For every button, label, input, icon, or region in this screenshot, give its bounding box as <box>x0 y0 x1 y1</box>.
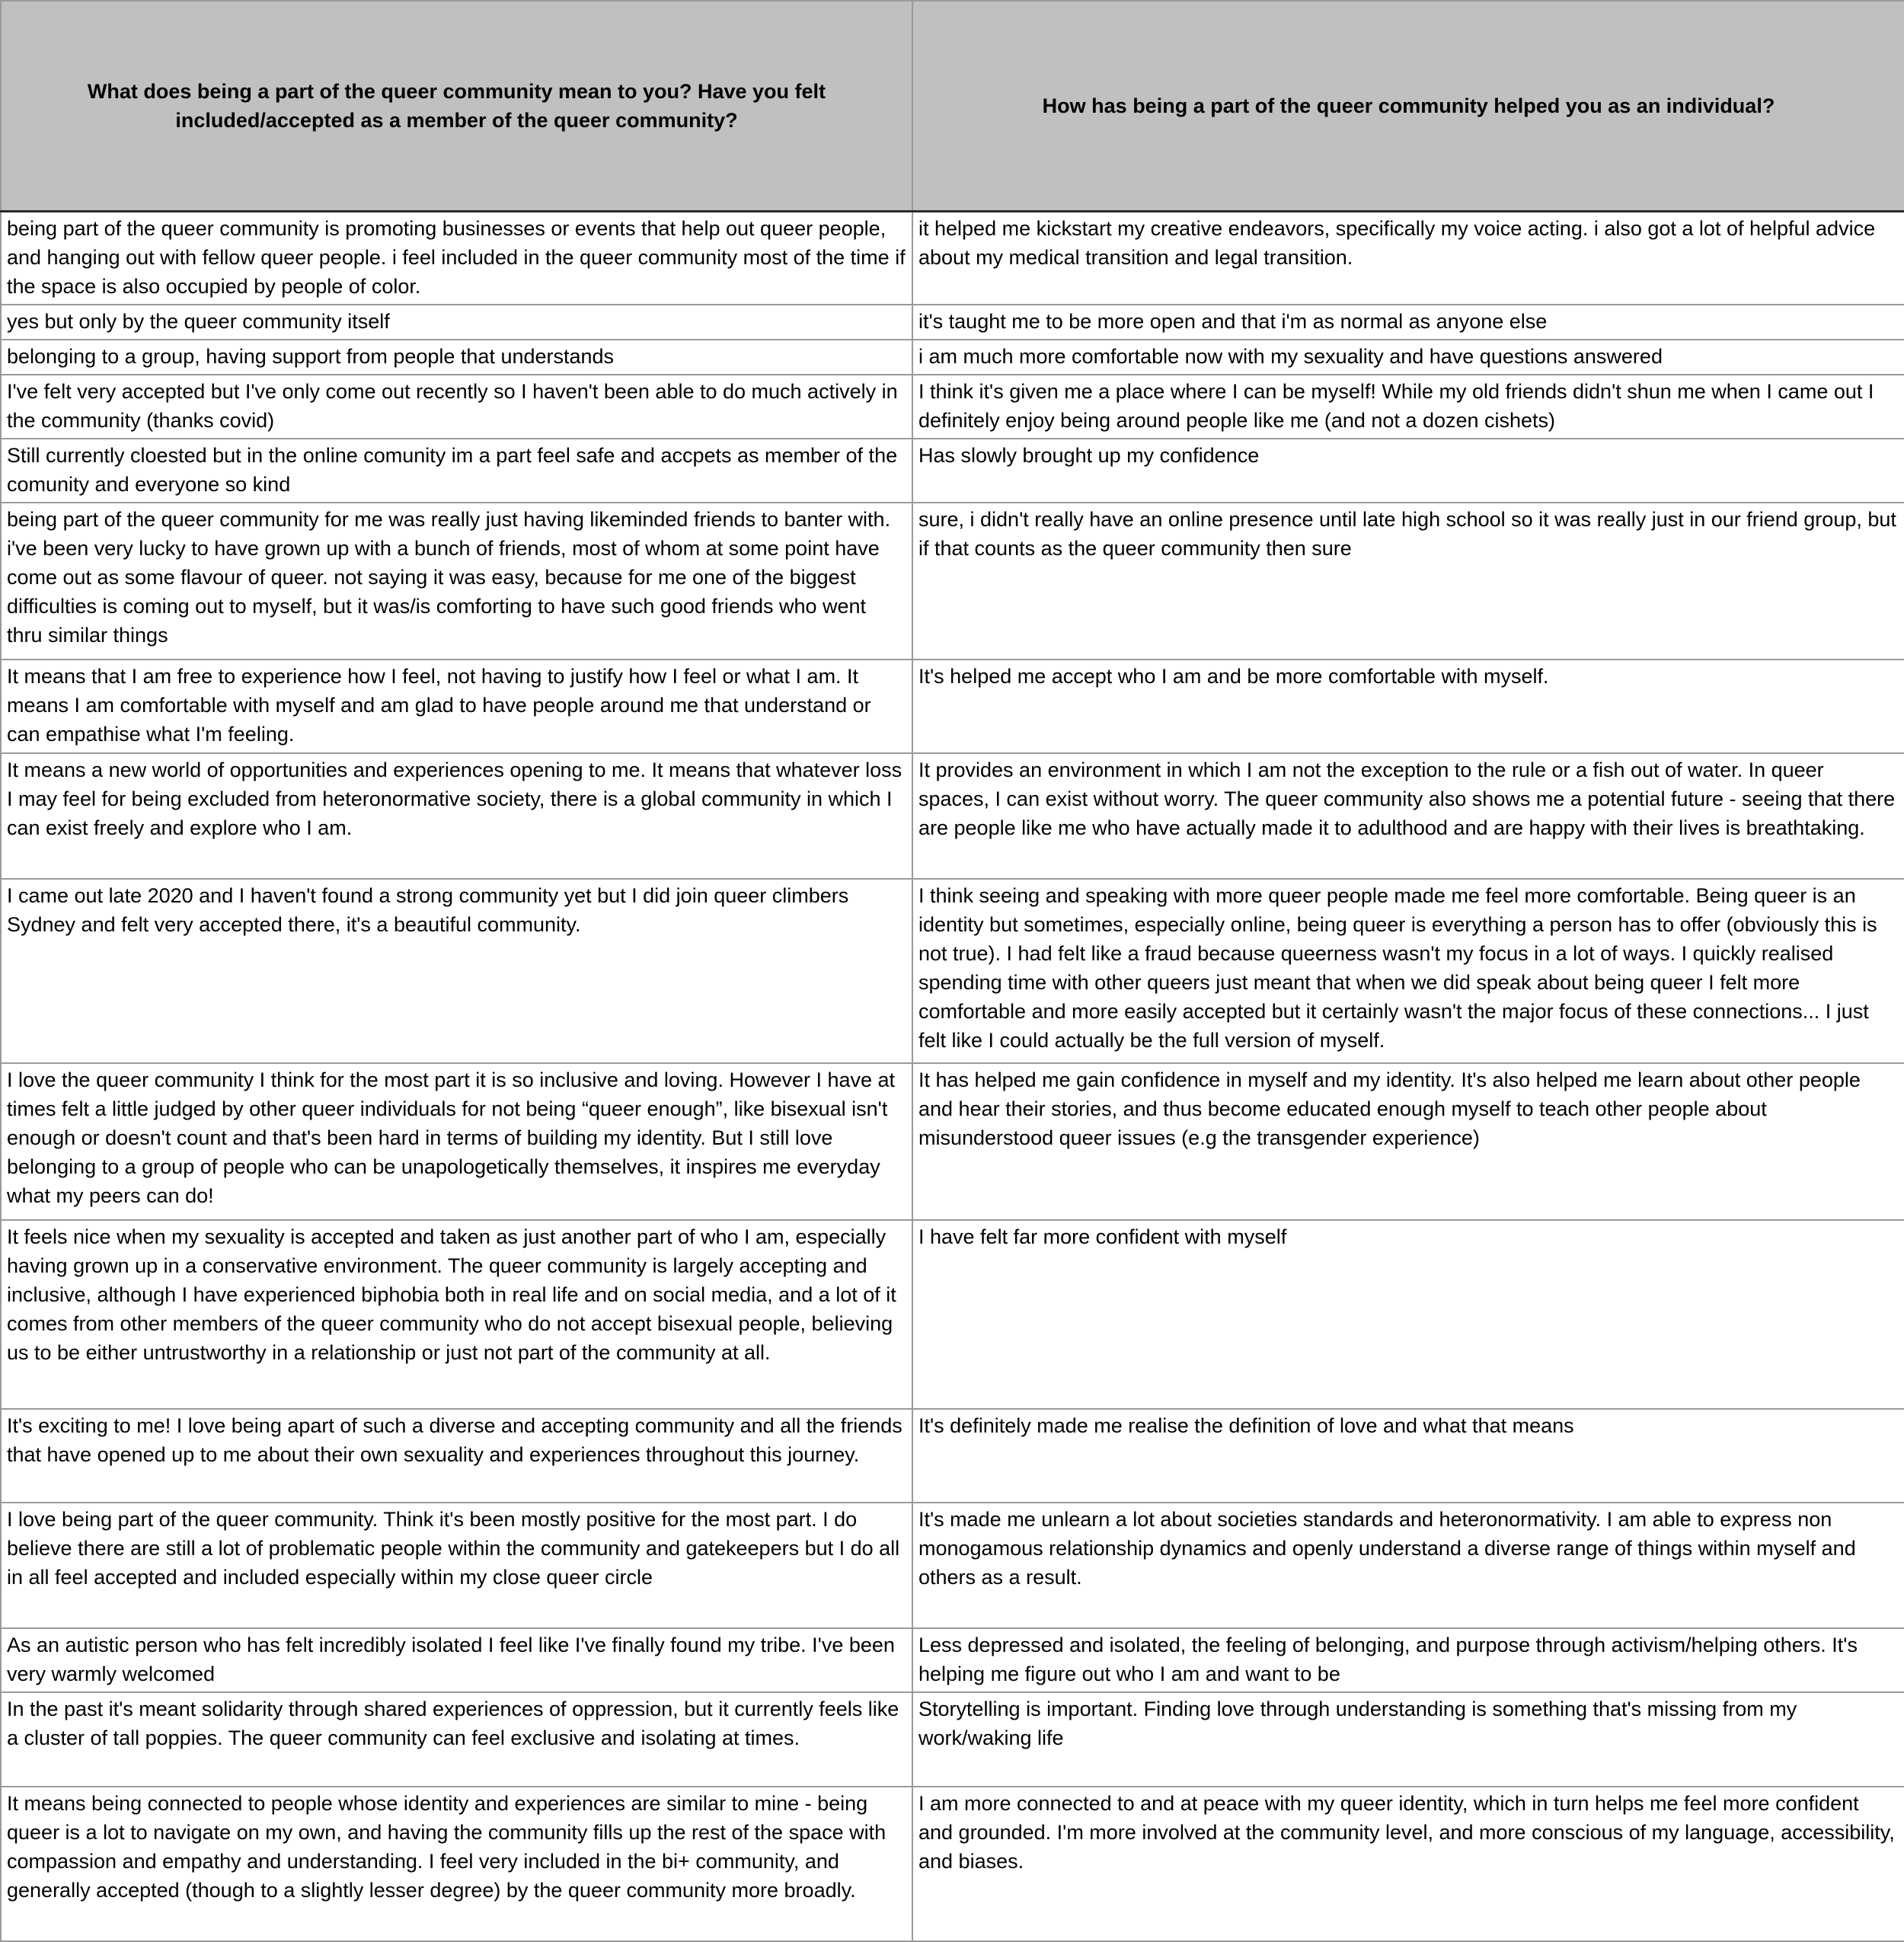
response-community-meaning-cell: It means that I am free to experience how I feel, not having to justify how I feel or what I am. It means I am comfortable with myself and am glad to have people around me that understand or can empathise what I'm feeling. <box>1 660 912 753</box>
response-individual-help-cell: It's made me unlearn a lot about societies standards and heteronormativity. I am able to express non monogamous relationship dynamics and openly understand a diverse range of things within myself and others as a result. <box>912 1503 1904 1628</box>
header-row <box>1 1 1904 211</box>
table-row <box>1 1692 1904 1787</box>
response-individual-help-cell: I have felt far more confident with myself <box>912 1220 1904 1409</box>
table-row <box>1 375 1904 439</box>
response-individual-help-cell: i am much more comfortable now with my sexuality and have questions answered <box>912 340 1904 375</box>
column-header-community-meaning: What does being a part of the queer community mean to you? Have you felt included/accepted as a member of the queer community? <box>1 1 912 211</box>
response-individual-help-cell: It's definitely made me realise the definition of love and what that means <box>912 1409 1904 1503</box>
response-individual-help-cell: Has slowly brought up my confidence <box>912 439 1904 503</box>
response-individual-help-cell: Less depressed and isolated, the feeling of belonging, and purpose through activism/helping others. It's helping me figure out who I am and want to be <box>912 1628 1904 1692</box>
response-community-meaning-cell: In the past it's meant solidarity through shared experiences of oppression, but it currently feels like a cluster of tall poppies. The queer community can feel exclusive and isolating at times. <box>1 1692 912 1787</box>
response-individual-help-cell: it helped me kickstart my creative endeavors, specifically my voice acting. i also got a lot of helpful advice about my medical transition and legal transition. <box>912 211 1904 305</box>
column-header-individual-help: How has being a part of the queer community helped you as an individual? <box>912 1 1904 211</box>
table-row <box>1 305 1904 340</box>
response-community-meaning-cell: I've felt very accepted but I've only come out recently so I haven't been able to do much actively in the community (thanks covid) <box>1 375 912 439</box>
response-individual-help-cell: It has helped me gain confidence in myself and my identity. It's also helped me learn about other people and hear their stories, and thus become educated enough myself to teach other people about misunderstood queer issues (e.g the transgender experience) <box>912 1063 1904 1220</box>
response-individual-help-cell: I think seeing and speaking with more queer people made me feel more comfortable. Being queer is an identity but sometimes, especially online, being queer is everything a person has to offer (obviously this is not true). I had felt like a fraud because queerness wasn't my focus in a lot of ways. I quickly realised spending time with other queers just meant that when we did speak about being queer I felt more comfortable and more easily accepted but it certainly wasn't the major focus of these connections... I just felt like I could actually be the full version of myself. <box>912 879 1904 1063</box>
response-individual-help-cell: it's taught me to be more open and that i'm as normal as anyone else <box>912 305 1904 340</box>
response-individual-help-cell: Storytelling is important. Finding love through understanding is something that's missing from my work/waking life <box>912 1692 1904 1787</box>
response-community-meaning-cell: I love being part of the queer community. Think it's been mostly positive for the most part. I do believe there are still a lot of problematic people within the community and gatekeepers but I do all in all feel accepted and included especially within my close queer circle <box>1 1503 912 1628</box>
table-row <box>1 1063 1904 1220</box>
response-community-meaning-cell: yes but only by the queer community itself <box>1 305 912 340</box>
table-row <box>1 1503 1904 1628</box>
table-row <box>1 1220 1904 1409</box>
response-community-meaning-cell: It's exciting to me! I love being apart of such a diverse and accepting community and all the friends that have opened up to me about their own sexuality and experiences throughout this journey. <box>1 1409 912 1503</box>
response-community-meaning-cell: It feels nice when my sexuality is accepted and taken as just another part of who I am, especially having grown up in a conservative environment. The queer community is largely accepting and inclusive, although I have experienced biphobia both in real life and on social media, and a lot of it comes from other members of the queer community who do not accept bisexual people, believing us to be either untrustworthy in a relationship or just not part of the community at all. <box>1 1220 912 1409</box>
table-row <box>1 879 1904 1063</box>
table-row <box>1 753 1904 879</box>
response-individual-help-cell: I am more connected to and at peace with my queer identity, which in turn helps me feel more confident and grounded. I'm more involved at the community level, and more conscious of my language, accessibility, and biases. <box>912 1787 1904 1941</box>
response-individual-help-cell: I think it's given me a place where I can be myself! While my old friends didn't shun me when I came out I definitely enjoy being around people like me (and not a dozen cishets) <box>912 375 1904 439</box>
table-row <box>1 1787 1904 1941</box>
response-community-meaning-cell: It means a new world of opportunities and experiences opening to me. It means that whatever loss I may feel for being excluded from heteronormative society, there is a global community in which I can exist freely and explore who I am. <box>1 753 912 879</box>
response-community-meaning-cell: I came out late 2020 and I haven't found a strong community yet but I did join queer climbers Sydney and felt very accepted there, it's a beautiful community. <box>1 879 912 1063</box>
table-row <box>1 503 1904 660</box>
table-row <box>1 439 1904 503</box>
response-community-meaning-cell: I love the queer community I think for the most part it is so inclusive and loving. However I have at times felt a little judged by other queer individuals for not being “queer enough”, like bisexual isn't enough or doesn't count and that's been hard in terms of building my identity. But I still love belonging to a group of people who can be unapologetically themselves, it inspires me everyday what my peers can do! <box>1 1063 912 1220</box>
table-row <box>1 660 1904 753</box>
response-community-meaning-cell: belonging to a group, having support from people that understands <box>1 340 912 375</box>
response-community-meaning-cell: Still currently cloested but in the online comunity im a part feel safe and accpets as member of the comunity and everyone so kind <box>1 439 912 503</box>
response-community-meaning-cell: As an autistic person who has felt incredibly isolated I feel like I've finally found my tribe. I've been very warmly welcomed <box>1 1628 912 1692</box>
response-community-meaning-cell: It means being connected to people whose identity and experiences are similar to mine - being queer is a lot to navigate on my own, and having the community fills up the rest of the space with compassion and empathy and understanding. I feel very included in the bi+ community, and generally accepted (though to a slightly lesser degree) by the queer community more broadly. <box>1 1787 912 1941</box>
table-row <box>1 340 1904 375</box>
response-community-meaning-cell: being part of the queer community for me was really just having likeminded friends to banter with. i've been very lucky to have grown up with a bunch of friends, most of whom at some point have come out as some flavour of queer. not saying it was easy, because for me one of the biggest difficulties is coming out to myself, but it was/is comforting to have such good friends who went thru similar things <box>1 503 912 660</box>
response-community-meaning-cell: being part of the queer community is promoting businesses or events that help out queer people, and hanging out with fellow queer people. i feel included in the queer community most of the time if the space is also occupied by people of color. <box>1 211 912 305</box>
response-individual-help-cell: It provides an environment in which I am not the exception to the rule or a fish out of water. In queer spaces, I can exist without worry. The queer community also shows me a potential future - seeing that there are people like me who have actually made it to adulthood and are happy with their lives is breathtaking. <box>912 753 1904 879</box>
table-row <box>1 1628 1904 1692</box>
table-body <box>1 211 1904 1941</box>
response-individual-help-cell: sure, i didn't really have an online presence until late high school so it was really just in our friend group, but if that counts as the queer community then sure <box>912 503 1904 660</box>
table-row <box>1 211 1904 305</box>
response-individual-help-cell: It's helped me accept who I am and be more comfortable with myself. <box>912 660 1904 753</box>
table-row <box>1 1409 1904 1503</box>
